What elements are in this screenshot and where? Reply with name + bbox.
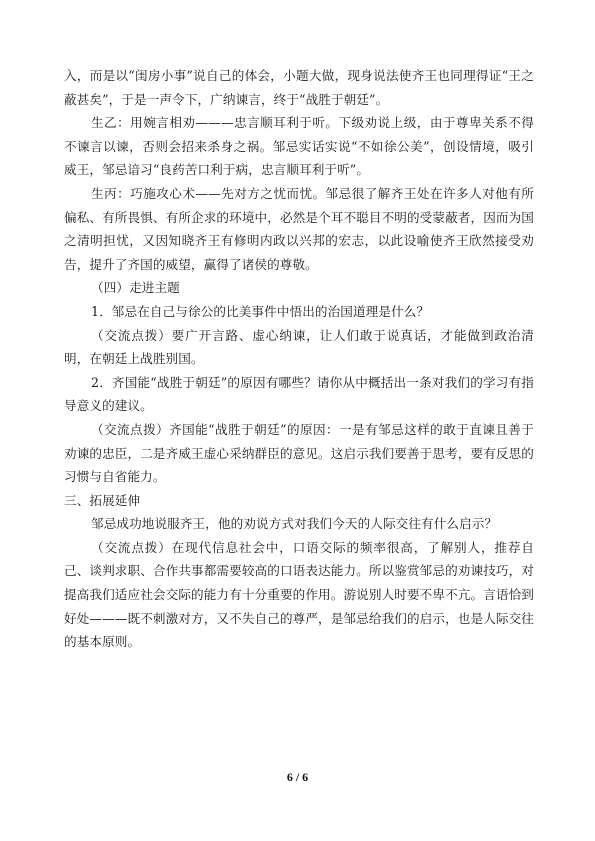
paragraph-student-c: 生丙：巧施攻心术——先对方之忧而忧。邹忌很了解齐王处在许多人对他有所偏私、有所畏惧、有所企求的环境中，必然是个耳不聪目不明的受蒙蔽者，因而为国之清明担忧，又因知晓齐王有修明内政以兴邦的宏志，以此设喻使齐王欣然接受劝告，提升了齐国的威望，赢得了诸侯的尊敬。: [64, 185, 534, 272]
question-3: 邹忌成功地说服齐王，他的劝说方式对我们今天的人际交往有什么启示？: [91, 516, 498, 532]
page-number: 6 / 6: [286, 770, 309, 784]
answer-2: （交流点拨）齐国能“战胜于朝廷”的原因：一是有邹忌这样的敢于直谏且善于劝谏的忠臣，二是齐威王虚心采纳群臣的意见。这启示我们要善于思考，要有反思的习惯与自省能力。: [64, 421, 534, 485]
section-heading-extension: 三、拓展延伸: [64, 492, 141, 508]
question-1: 1．邹忌在自己与徐公的比美事件中悟出的治国道理是什么？: [91, 303, 430, 319]
document-body: [64, 64, 534, 654]
paragraph-continuation: 入，而是以“闺房小事”说自己的体会，小题大做，现身说法使齐王也同理得证“王之蔽甚矣”，于是一声令下，广纳谏言，终于“战胜于朝廷”。: [64, 68, 534, 107]
answer-1: （交流点拨）要广开言路、虚心纳谏，让人们敢于说真话，才能做到政治清明，在朝廷上战胜别国。: [64, 327, 534, 367]
section-heading-theme: （四）走进主题: [91, 280, 180, 296]
answer-3: （交流点拨）在现代信息社会中，口语交际的频率很高，了解别人，推荐自己、谈判求职、合作共事都需要较高的口语表达能力。所以鉴赏邹忌的劝谏技巧，对提高我们适应社会交际的能力有十分重要的作用。游说别人时要不卑不亢。言语恰到好处———既不刺激对方，又不失自己的尊严，是邹忌给我们的启示，也是人际交往的基本原则。: [64, 539, 534, 650]
paragraph-student-b: 生乙：用婉言相劝———忠言顺耳利于听。下级劝说上级，由于尊卑关系不得不谏言以谏，否则会招来杀身之祸。邹忌实话实说“不如徐公美”，创设情境，吸引威王，邹忌谙习“良药苦口利于病，忠言顺耳利于听”。: [64, 115, 534, 178]
question-2: 2．齐国能“战胜于朝廷”的原因有哪些？请你从中概括出一条对我们的学习有指导意义的建议。: [64, 374, 534, 414]
